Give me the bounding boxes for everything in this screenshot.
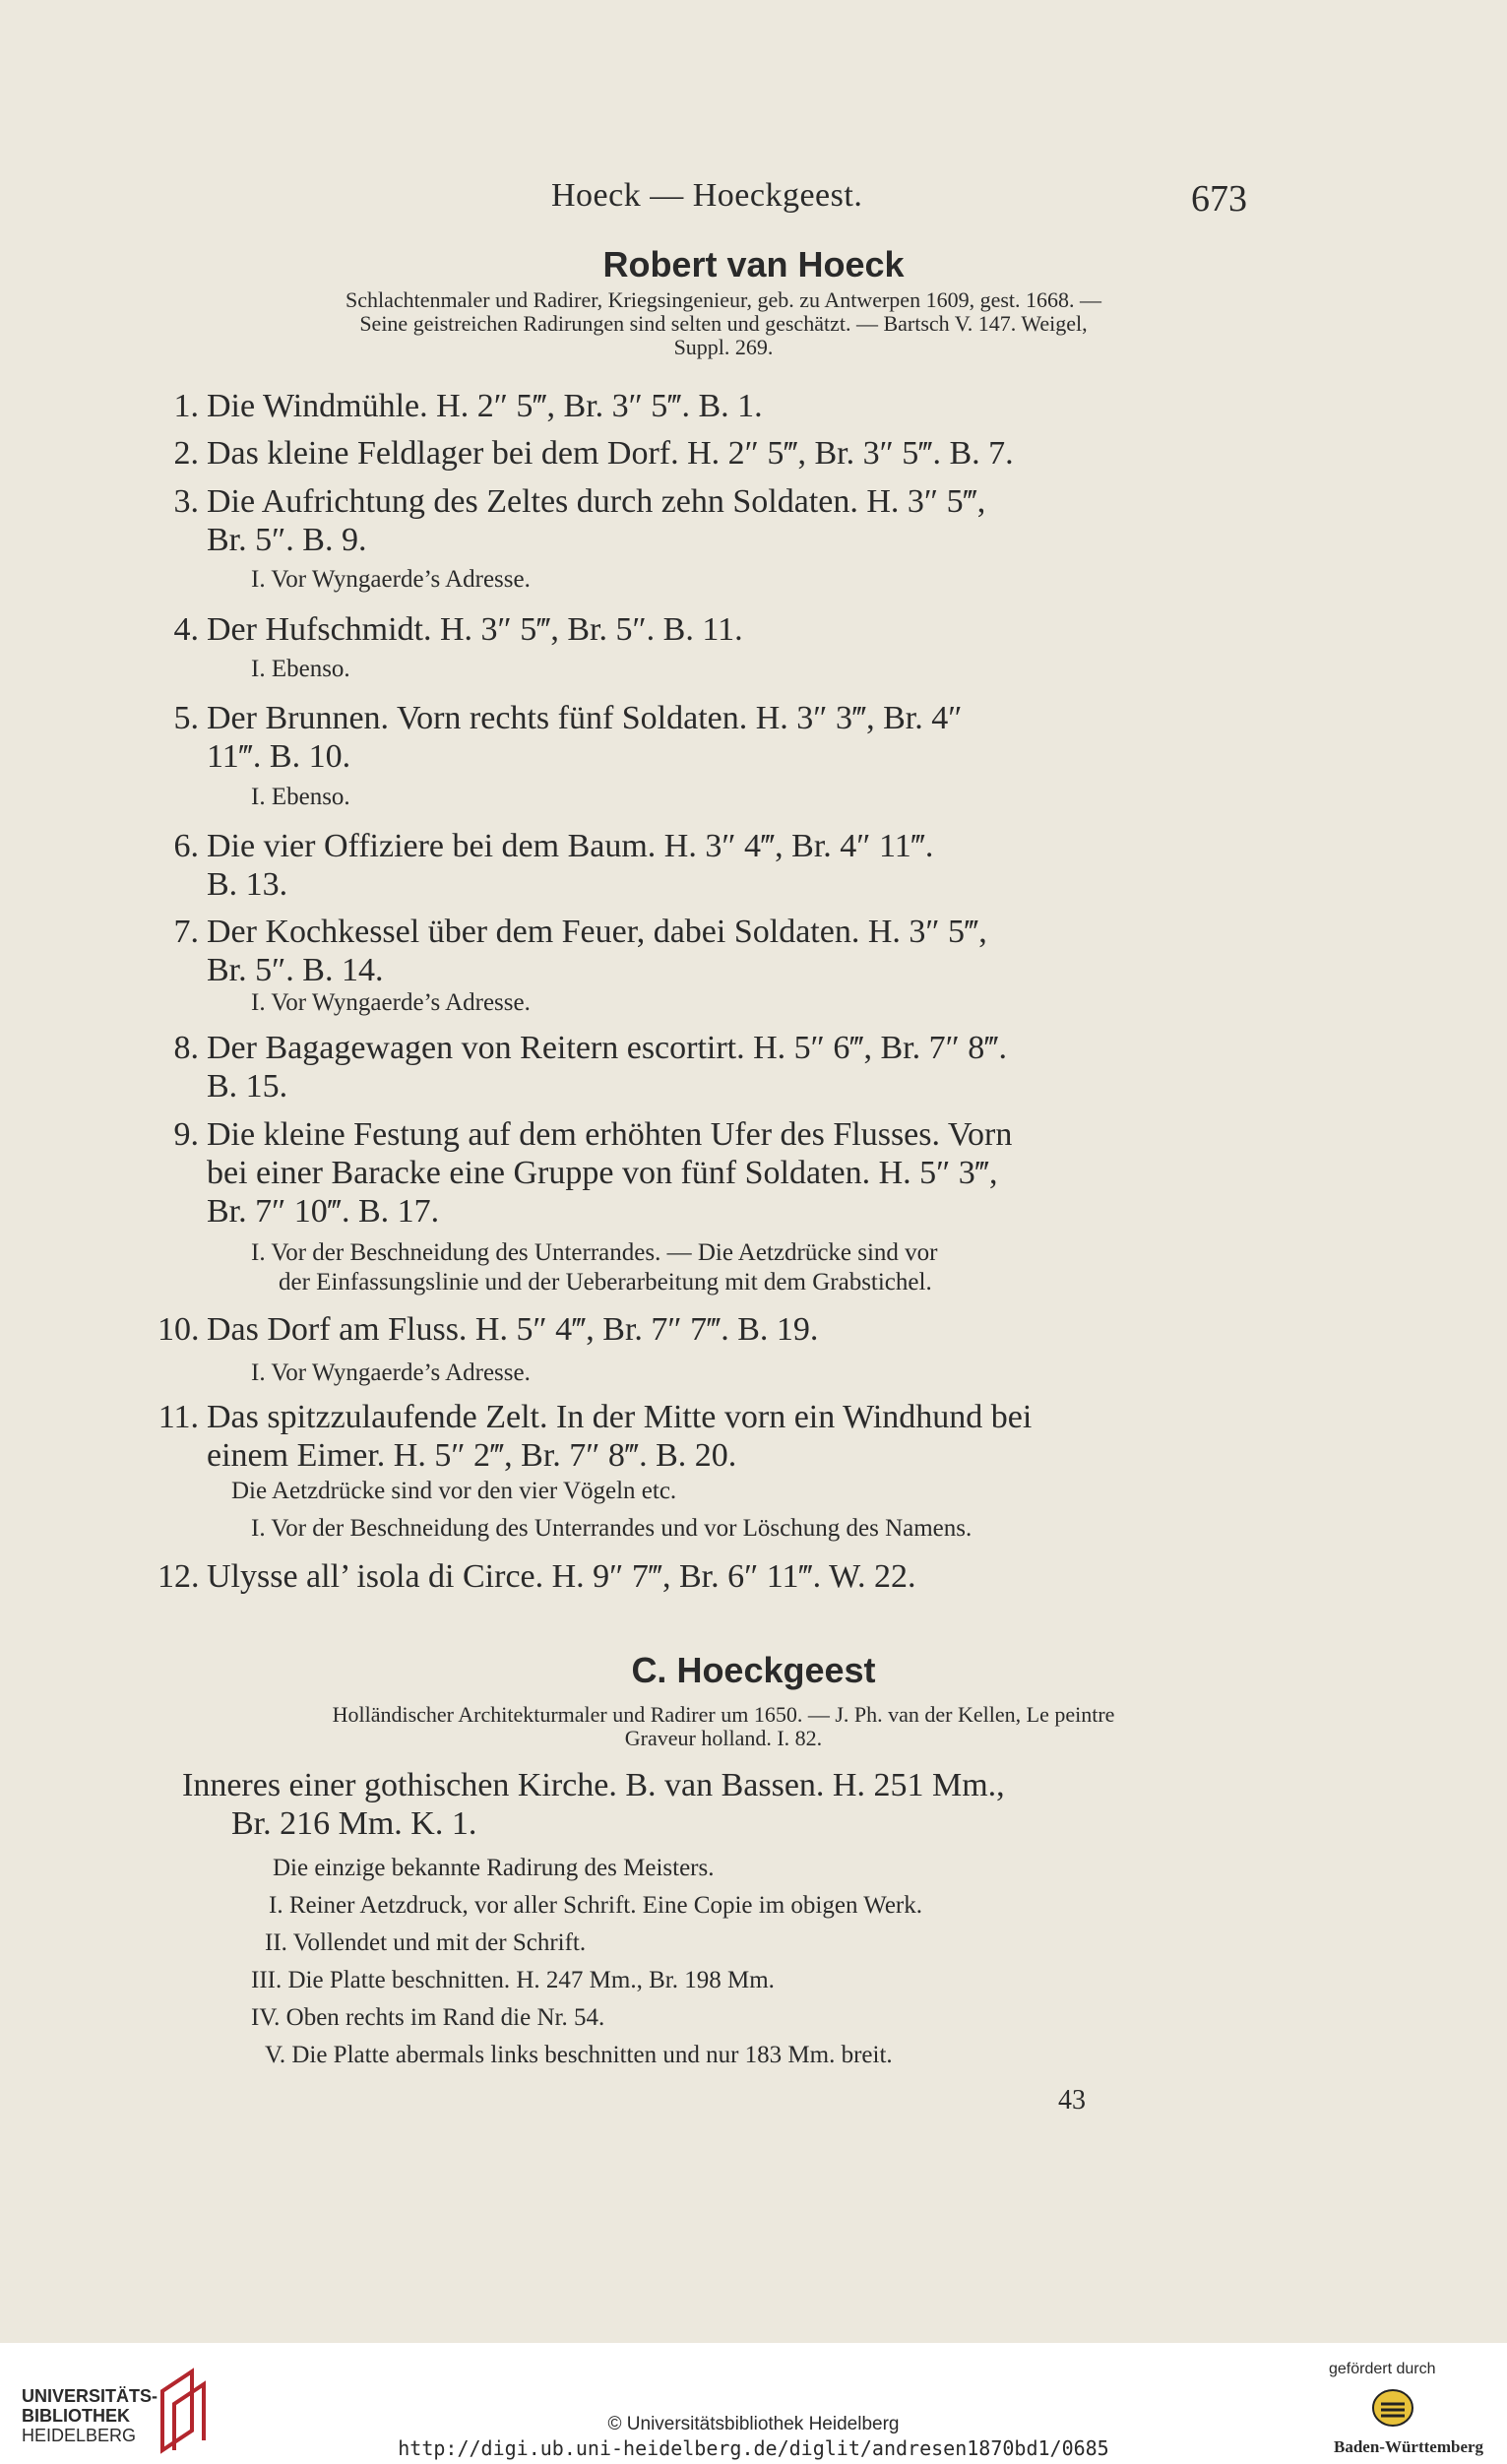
entry-text: B. 13. xyxy=(207,866,288,903)
copyright-notice: © Universitätsbibliothek Heidelberg xyxy=(607,2414,900,2434)
catalog-entry xyxy=(157,1310,1250,1349)
entry-text: Das Dorf am Fluss. H. 5″ 4‴, Br. 7″ 7‴. B. 19. xyxy=(207,1311,819,1348)
entry-note: I. Vor Wyngaerde’s Adresse. xyxy=(251,1359,531,1386)
source-url-link[interactable]: http://digi.ub.uni-heidelberg.de/diglit/andresen1870bd1/0685 xyxy=(398,2436,1109,2460)
entry-text: Das kleine Feldlager bei dem Dorf. H. 2″ 5‴, Br. 3″ 5‴. B. 7. xyxy=(207,435,1014,472)
digitization-footer xyxy=(0,2343,1507,2464)
catalog-entry xyxy=(157,827,1250,904)
entry-text: Der Hufschmidt. H. 3″ 5‴, Br. 5″. B. 11. xyxy=(207,611,743,648)
entry-note xyxy=(231,1477,1255,1544)
catalog-entry xyxy=(157,699,1250,776)
logo-line: UNIVERSITÄTS- xyxy=(22,2386,158,2406)
note-line: II. Vollendet und mit der Schrift. xyxy=(265,1929,587,1956)
funded-by-label: gefördert durch xyxy=(1329,2361,1436,2377)
logo-line: HEIDELBERG xyxy=(22,2426,137,2445)
entry-number: 5. xyxy=(173,700,199,736)
intro-line: Holländischer Architekturmaler und Radirer um 1650. — J. Ph. van der Kellen, Le peintre xyxy=(332,1702,1115,1727)
entry-text: Die Windmühle. H. 2″ 5‴, Br. 3″ 5‴. B. 1. xyxy=(207,388,763,424)
note-line: Die einzige bekannte Radirung des Meisters. xyxy=(273,1855,715,1881)
catalog-entry xyxy=(157,1557,1250,1596)
entry-number: 8. xyxy=(173,1030,199,1066)
entry-number: 11. xyxy=(157,1399,199,1435)
entry-text: Inneres einer gothischen Kirche. B. van Bassen. H. 251 Mm., xyxy=(182,1767,1005,1803)
entry-number: 12. xyxy=(157,1558,200,1595)
note-line: IV. Oben rechts im Rand die Nr. 54. xyxy=(251,2004,605,2031)
entry-text: Die Aufrichtung des Zeltes durch zehn Soldaten. H. 3″ 5‴, xyxy=(207,483,986,520)
note-line: V. Die Platte abermals links beschnitten und nur 183 Mm. breit. xyxy=(265,2042,893,2068)
entry-text: Br. 5″. B. 9. xyxy=(207,522,367,558)
note-line: III. Die Platte beschnitten. H. 247 Mm., Br. 198 Mm. xyxy=(251,1967,775,1993)
note-line: I. Reiner Aetzdruck, vor aller Schrift. Eine Copie im obigen Werk. xyxy=(269,1892,923,1919)
entry-text: Der Bagagewagen von Reitern escortirt. H. 5″ 6‴, Br. 7″ 8‴. xyxy=(207,1030,1007,1066)
catalog-entry xyxy=(157,1115,1250,1231)
entry-note: I. Vor Wyngaerde’s Adresse. xyxy=(251,566,531,593)
entry-text: Die kleine Festung auf dem erhöhten Ufer des Flusses. Vorn xyxy=(207,1116,1013,1153)
entry-text: einem Eimer. H. 5″ 2‴, Br. 7″ 8‴. B. 20. xyxy=(207,1437,737,1474)
entry-text: Die vier Offiziere bei dem Baum. H. 3″ 4‴, Br. 4″ 11‴. xyxy=(207,828,934,864)
note-line: I. Vor der Beschneidung des Unterrandes und vor Löschung des Namens. xyxy=(251,1515,973,1542)
entry-number: 9. xyxy=(173,1116,199,1153)
catalog-entry xyxy=(182,1766,1275,1843)
entry-text: 11‴. B. 10. xyxy=(207,738,351,775)
intro-hoeck xyxy=(197,288,1250,359)
entry-number: 1. xyxy=(173,388,199,424)
section-title-hoeck: Robert van Hoeck xyxy=(602,244,905,284)
logo-line: BIBLIOTHEK xyxy=(22,2406,130,2426)
entry-text: bei einer Baracke eine Gruppe von fünf Soldaten. H. 5″ 3‴, xyxy=(207,1155,998,1191)
entry-number: 4. xyxy=(173,611,199,648)
entry-text: Br. 216 Mm. K. 1. xyxy=(231,1805,477,1842)
intro-line: Seine geistreichen Radirungen sind selten und geschätzt. — Bartsch V. 147. Weigel, xyxy=(359,311,1088,336)
entry-number: 6. xyxy=(173,828,199,864)
entry-text: Br. 5″. B. 14. xyxy=(207,952,384,988)
entry-number: 3. xyxy=(173,483,199,520)
entry-text: Der Kochkessel über dem Feuer, dabei Soldaten. H. 3″ 5‴, xyxy=(207,914,987,950)
running-header: Hoeck — Hoeckgeest. xyxy=(551,177,863,214)
catalog-entry xyxy=(157,434,1250,473)
catalog-entry xyxy=(157,913,1250,989)
entry-text: Br. 7″ 10‴. B. 17. xyxy=(207,1193,440,1230)
catalog-entry xyxy=(157,610,1250,649)
signature-mark: 43 xyxy=(1058,2085,1086,2116)
intro-line: Schlachtenmaler und Radirer, Kriegsingenieur, geb. zu Antwerpen 1609, gest. 1668. — xyxy=(345,287,1102,312)
catalog-entry xyxy=(157,387,1250,425)
coat-of-arms-icon xyxy=(1371,2386,1414,2430)
entry-note: I. Vor Wyngaerde’s Adresse. xyxy=(251,989,531,1016)
note-line: Die Aetzdrücke sind vor den vier Vögeln etc. xyxy=(231,1478,677,1504)
entry-note: I. Ebenso. xyxy=(251,656,350,682)
intro-line: Suppl. 269. xyxy=(673,335,774,359)
entry-text: B. 15. xyxy=(207,1068,288,1105)
entry-number: 2. xyxy=(173,435,199,472)
catalog-entry xyxy=(157,1029,1250,1106)
catalog-entry xyxy=(157,482,1250,559)
entry-text: Das spitzzulaufende Zelt. In der Mitte vorn ein Windhund bei xyxy=(207,1399,1033,1435)
entry-number: 7. xyxy=(173,914,199,950)
entry-text: Ulysse all’ isola di Circe. H. 9″ 7‴, Br. 6″ 11‴. W. 22. xyxy=(207,1558,916,1595)
entry-text: Der Brunnen. Vorn rechts fünf Soldaten. H. 3″ 3‴, Br. 4″ xyxy=(207,700,963,736)
intro-hoeckgeest xyxy=(197,1703,1250,1750)
note-line: der Einfassungslinie und der Ueberarbeitung mit dem Grabstichel. xyxy=(279,1269,932,1295)
section-title-hoeckgeest: C. Hoeckgeest xyxy=(631,1650,876,1690)
intro-line: Graveur holland. I. 82. xyxy=(624,1726,823,1750)
catalog-entry xyxy=(157,1398,1250,1475)
entry-number: 10. xyxy=(157,1311,200,1348)
entry-notes-hoeckgeest xyxy=(251,1850,1277,2074)
entry-note: I. Ebenso. xyxy=(251,784,350,810)
page-number: 673 xyxy=(1191,178,1247,220)
note-line: I. Vor der Beschneidung des Unterrandes. — Die Aetzdrücke sind vor xyxy=(251,1239,938,1266)
funder-name: Baden-Württemberg xyxy=(1334,2437,1484,2456)
entry-note xyxy=(251,1238,1255,1297)
